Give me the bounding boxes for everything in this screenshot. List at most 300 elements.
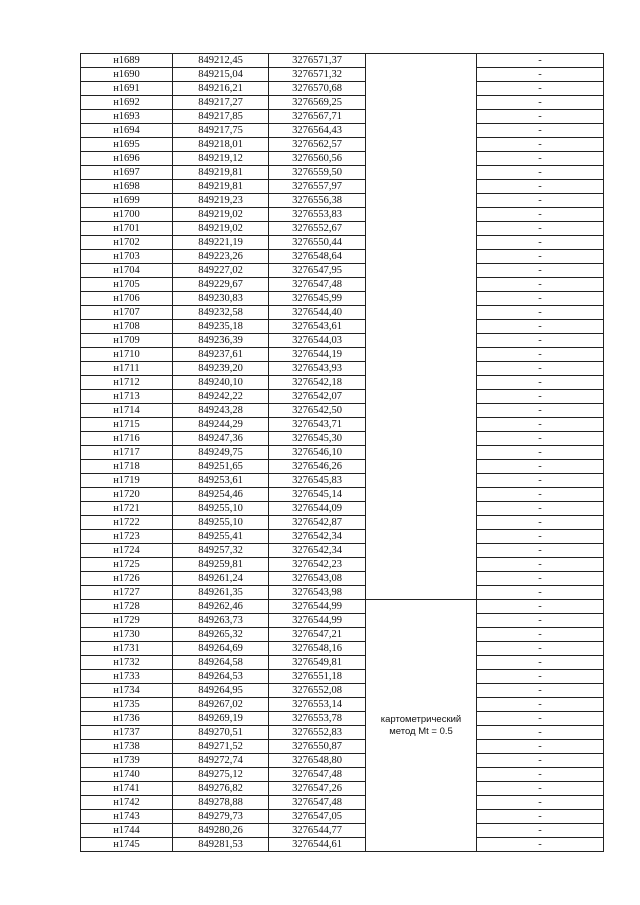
table-row (81, 712, 604, 726)
point-id-cell: н1706 (81, 292, 173, 306)
note-cell: - (477, 320, 604, 334)
method-cell (366, 348, 477, 362)
y-coordinate-cell: 3276557,97 (269, 180, 366, 194)
y-coordinate-cell: 3276559,50 (269, 166, 366, 180)
method-cell (366, 530, 477, 544)
x-coordinate-cell: 849221,19 (173, 236, 269, 250)
y-coordinate-cell: 3276571,37 (269, 54, 366, 68)
y-coordinate-cell: 3276542,34 (269, 544, 366, 558)
note-cell: - (477, 824, 604, 838)
x-coordinate-cell: 849261,24 (173, 572, 269, 586)
table-row (81, 502, 604, 516)
method-cell (366, 362, 477, 376)
note-cell: - (477, 712, 604, 726)
note-cell: - (477, 726, 604, 740)
y-coordinate-cell: 3276547,48 (269, 796, 366, 810)
y-coordinate-cell: 3276553,83 (269, 208, 366, 222)
x-coordinate-cell: 849235,18 (173, 320, 269, 334)
point-id-cell: н1694 (81, 124, 173, 138)
x-coordinate-cell: 849269,19 (173, 712, 269, 726)
y-coordinate-cell: 3276564,43 (269, 124, 366, 138)
y-coordinate-cell: 3276552,08 (269, 684, 366, 698)
note-cell: - (477, 474, 604, 488)
table-row (81, 656, 604, 670)
note-cell: - (477, 432, 604, 446)
method-cell (366, 264, 477, 278)
x-coordinate-cell: 849267,02 (173, 698, 269, 712)
point-id-cell: н1696 (81, 152, 173, 166)
y-coordinate-cell: 3276544,40 (269, 306, 366, 320)
method-cell (366, 96, 477, 110)
method-cell (366, 180, 477, 194)
x-coordinate-cell: 849216,21 (173, 82, 269, 96)
note-cell: - (477, 656, 604, 670)
table-row (81, 628, 604, 642)
y-coordinate-cell: 3276544,09 (269, 502, 366, 516)
table-row (81, 600, 604, 614)
table-row (81, 586, 604, 600)
table-row (81, 250, 604, 264)
point-id-cell: н1690 (81, 68, 173, 82)
method-cell (366, 390, 477, 404)
x-coordinate-cell: 849254,46 (173, 488, 269, 502)
point-id-cell: н1713 (81, 390, 173, 404)
note-cell: - (477, 488, 604, 502)
note-cell: - (477, 152, 604, 166)
note-cell: - (477, 68, 604, 82)
point-id-cell: н1705 (81, 278, 173, 292)
note-cell: - (477, 768, 604, 782)
method-cell (366, 110, 477, 124)
note-cell: - (477, 292, 604, 306)
note-cell: - (477, 810, 604, 824)
note-cell: - (477, 138, 604, 152)
x-coordinate-cell: 849212,45 (173, 54, 269, 68)
y-coordinate-cell: 3276542,34 (269, 530, 366, 544)
y-coordinate-cell: 3276543,08 (269, 572, 366, 586)
note-cell: - (477, 250, 604, 264)
table-row (81, 54, 604, 68)
method-cell (366, 250, 477, 264)
table-row (81, 236, 604, 250)
method-cell (366, 166, 477, 180)
y-coordinate-cell: 3276547,48 (269, 278, 366, 292)
point-id-cell: н1703 (81, 250, 173, 264)
point-id-cell: н1721 (81, 502, 173, 516)
point-id-cell: н1704 (81, 264, 173, 278)
table-row (81, 684, 604, 698)
point-id-cell: н1732 (81, 656, 173, 670)
method-cell (366, 152, 477, 166)
y-coordinate-cell: 3276545,99 (269, 292, 366, 306)
x-coordinate-cell: 849253,61 (173, 474, 269, 488)
table-row (81, 264, 604, 278)
y-coordinate-cell: 3276544,99 (269, 600, 366, 614)
method-label-line1: картометрический (380, 713, 462, 725)
note-cell: - (477, 194, 604, 208)
x-coordinate-cell: 849219,81 (173, 166, 269, 180)
method-cell (366, 306, 477, 320)
method-cell (366, 208, 477, 222)
y-coordinate-cell: 3276543,61 (269, 320, 366, 334)
table-row (81, 152, 604, 166)
y-coordinate-cell: 3276567,71 (269, 110, 366, 124)
y-coordinate-cell: 3276547,05 (269, 810, 366, 824)
y-coordinate-cell: 3276542,50 (269, 404, 366, 418)
x-coordinate-cell: 849230,83 (173, 292, 269, 306)
point-id-cell: н1700 (81, 208, 173, 222)
note-cell: - (477, 362, 604, 376)
point-id-cell: н1745 (81, 838, 173, 852)
y-coordinate-cell: 3276551,18 (269, 670, 366, 684)
y-coordinate-cell: 3276571,32 (269, 68, 366, 82)
method-cell (366, 334, 477, 348)
point-id-cell: н1720 (81, 488, 173, 502)
method-cell (366, 586, 477, 600)
note-cell: - (477, 208, 604, 222)
y-coordinate-cell: 3276547,95 (269, 264, 366, 278)
y-coordinate-cell: 3276544,61 (269, 838, 366, 852)
note-cell: - (477, 264, 604, 278)
y-coordinate-cell: 3276545,14 (269, 488, 366, 502)
note-cell: - (477, 516, 604, 530)
method-cell (366, 124, 477, 138)
table-row (81, 292, 604, 306)
point-id-cell: н1701 (81, 222, 173, 236)
point-id-cell: н1734 (81, 684, 173, 698)
note-cell: - (477, 684, 604, 698)
x-coordinate-cell: 849217,85 (173, 110, 269, 124)
x-coordinate-cell: 849264,53 (173, 670, 269, 684)
point-id-cell: н1735 (81, 698, 173, 712)
x-coordinate-cell: 849249,75 (173, 446, 269, 460)
note-cell: - (477, 54, 604, 68)
y-coordinate-cell: 3276544,99 (269, 614, 366, 628)
point-id-cell: н1715 (81, 418, 173, 432)
table-row (81, 754, 604, 768)
x-coordinate-cell: 849275,12 (173, 768, 269, 782)
x-coordinate-cell: 849271,52 (173, 740, 269, 754)
y-coordinate-cell: 3276542,87 (269, 516, 366, 530)
x-coordinate-cell: 849229,67 (173, 278, 269, 292)
point-id-cell: н1718 (81, 460, 173, 474)
table-row (81, 334, 604, 348)
method-cell (366, 292, 477, 306)
table-row (81, 642, 604, 656)
y-coordinate-cell: 3276553,14 (269, 698, 366, 712)
table-row (81, 222, 604, 236)
note-cell: - (477, 236, 604, 250)
y-coordinate-cell: 3276543,71 (269, 418, 366, 432)
point-id-cell: н1695 (81, 138, 173, 152)
method-cell (366, 432, 477, 446)
x-coordinate-cell: 849261,35 (173, 586, 269, 600)
y-coordinate-cell: 3276570,68 (269, 82, 366, 96)
y-coordinate-cell: 3276552,67 (269, 222, 366, 236)
table-row (81, 110, 604, 124)
table-row (81, 670, 604, 684)
point-id-cell: н1743 (81, 810, 173, 824)
note-cell: - (477, 180, 604, 194)
note-cell: - (477, 278, 604, 292)
method-cell (366, 194, 477, 208)
note-cell: - (477, 838, 604, 852)
method-cell (366, 418, 477, 432)
note-cell: - (477, 782, 604, 796)
note-cell: - (477, 418, 604, 432)
table-row (81, 180, 604, 194)
x-coordinate-cell: 849279,73 (173, 810, 269, 824)
method-cell (366, 222, 477, 236)
point-id-cell: н1738 (81, 740, 173, 754)
x-coordinate-cell: 849217,75 (173, 124, 269, 138)
y-coordinate-cell: 3276547,26 (269, 782, 366, 796)
table-row (81, 362, 604, 376)
table-row (81, 698, 604, 712)
point-id-cell: н1698 (81, 180, 173, 194)
method-cell (366, 474, 477, 488)
point-id-cell: н1736 (81, 712, 173, 726)
y-coordinate-cell: 3276553,78 (269, 712, 366, 726)
table-row (81, 68, 604, 82)
x-coordinate-cell: 849217,27 (173, 96, 269, 110)
x-coordinate-cell: 849219,02 (173, 208, 269, 222)
point-id-cell: н1742 (81, 796, 173, 810)
point-id-cell: н1699 (81, 194, 173, 208)
y-coordinate-cell: 3276548,80 (269, 754, 366, 768)
point-id-cell: н1691 (81, 82, 173, 96)
y-coordinate-cell: 3276550,87 (269, 740, 366, 754)
y-coordinate-cell: 3276543,93 (269, 362, 366, 376)
point-id-cell: н1702 (81, 236, 173, 250)
note-cell: - (477, 166, 604, 180)
x-coordinate-cell: 849264,95 (173, 684, 269, 698)
y-coordinate-cell: 3276542,07 (269, 390, 366, 404)
x-coordinate-cell: 849265,32 (173, 628, 269, 642)
x-coordinate-cell: 849251,65 (173, 460, 269, 474)
method-cell (366, 376, 477, 390)
point-id-cell: н1714 (81, 404, 173, 418)
x-coordinate-cell: 849219,12 (173, 152, 269, 166)
point-id-cell: н1728 (81, 600, 173, 614)
note-cell: - (477, 698, 604, 712)
note-cell: - (477, 376, 604, 390)
note-cell: - (477, 390, 604, 404)
y-coordinate-cell: 3276550,44 (269, 236, 366, 250)
point-id-cell: н1730 (81, 628, 173, 642)
x-coordinate-cell: 849242,22 (173, 390, 269, 404)
x-coordinate-cell: 849247,36 (173, 432, 269, 446)
note-cell: - (477, 334, 604, 348)
table-row (81, 306, 604, 320)
table-row (81, 768, 604, 782)
method-cell (366, 236, 477, 250)
x-coordinate-cell: 849264,69 (173, 642, 269, 656)
note-cell: - (477, 740, 604, 754)
table-row (81, 320, 604, 334)
x-coordinate-cell: 849272,74 (173, 754, 269, 768)
x-coordinate-cell: 849236,39 (173, 334, 269, 348)
table-row (81, 446, 604, 460)
table-row (81, 544, 604, 558)
x-coordinate-cell: 849257,32 (173, 544, 269, 558)
table-row (81, 614, 604, 628)
x-coordinate-cell: 849259,81 (173, 558, 269, 572)
x-coordinate-cell: 849262,46 (173, 600, 269, 614)
y-coordinate-cell: 3276548,16 (269, 642, 366, 656)
note-cell: - (477, 600, 604, 614)
method-label (366, 600, 477, 852)
note-cell: - (477, 670, 604, 684)
method-label-line2: метод Mt = 0.5 (389, 725, 453, 737)
x-coordinate-cell: 849255,10 (173, 502, 269, 516)
x-coordinate-cell: 849239,20 (173, 362, 269, 376)
y-coordinate-cell: 3276560,56 (269, 152, 366, 166)
note-cell: - (477, 222, 604, 236)
note-cell: - (477, 96, 604, 110)
method-cell (366, 54, 477, 68)
table-row (81, 824, 604, 838)
table-row (81, 558, 604, 572)
note-cell: - (477, 614, 604, 628)
method-cell (366, 68, 477, 82)
x-coordinate-cell: 849219,81 (173, 180, 269, 194)
method-cell (366, 82, 477, 96)
note-cell: - (477, 558, 604, 572)
note-cell: - (477, 306, 604, 320)
table-row (81, 796, 604, 810)
x-coordinate-cell: 849219,02 (173, 222, 269, 236)
x-coordinate-cell: 849243,28 (173, 404, 269, 418)
x-coordinate-cell: 849281,53 (173, 838, 269, 852)
table-row (81, 460, 604, 474)
method-cell (366, 488, 477, 502)
method-cell (366, 278, 477, 292)
point-id-cell: н1707 (81, 306, 173, 320)
table-row (81, 278, 604, 292)
method-cell (366, 572, 477, 586)
note-cell: - (477, 628, 604, 642)
point-id-cell: н1744 (81, 824, 173, 838)
x-coordinate-cell: 849237,61 (173, 348, 269, 362)
table-row (81, 740, 604, 754)
x-coordinate-cell: 849255,10 (173, 516, 269, 530)
point-id-cell: н1725 (81, 558, 173, 572)
point-id-cell: н1719 (81, 474, 173, 488)
point-id-cell: н1740 (81, 768, 173, 782)
x-coordinate-cell: 849232,58 (173, 306, 269, 320)
x-coordinate-cell: 849270,51 (173, 726, 269, 740)
method-cell (366, 502, 477, 516)
point-id-cell: н1709 (81, 334, 173, 348)
table-row (81, 530, 604, 544)
point-id-cell: н1692 (81, 96, 173, 110)
method-cell (366, 544, 477, 558)
x-coordinate-cell: 849278,88 (173, 796, 269, 810)
point-id-cell: н1697 (81, 166, 173, 180)
x-coordinate-cell: 849219,23 (173, 194, 269, 208)
coordinates-table (80, 53, 604, 852)
x-coordinate-cell: 849280,26 (173, 824, 269, 838)
x-coordinate-cell: 849227,02 (173, 264, 269, 278)
point-id-cell: н1716 (81, 432, 173, 446)
table-row (81, 516, 604, 530)
y-coordinate-cell: 3276552,83 (269, 726, 366, 740)
method-cell (366, 446, 477, 460)
table-row (81, 810, 604, 824)
point-id-cell: н1731 (81, 642, 173, 656)
y-coordinate-cell: 3276545,83 (269, 474, 366, 488)
note-cell: - (477, 460, 604, 474)
x-coordinate-cell: 849223,26 (173, 250, 269, 264)
method-cell (366, 558, 477, 572)
y-coordinate-cell: 3276544,19 (269, 348, 366, 362)
note-cell: - (477, 544, 604, 558)
point-id-cell: н1717 (81, 446, 173, 460)
point-id-cell: н1723 (81, 530, 173, 544)
point-id-cell: н1710 (81, 348, 173, 362)
y-coordinate-cell: 3276543,98 (269, 586, 366, 600)
y-coordinate-cell: 3276547,21 (269, 628, 366, 642)
note-cell: - (477, 642, 604, 656)
y-coordinate-cell: 3276569,25 (269, 96, 366, 110)
note-cell: - (477, 796, 604, 810)
note-cell: - (477, 502, 604, 516)
note-cell: - (477, 572, 604, 586)
y-coordinate-cell: 3276549,81 (269, 656, 366, 670)
table-row (81, 432, 604, 446)
method-cell (366, 138, 477, 152)
note-cell: - (477, 82, 604, 96)
point-id-cell: н1727 (81, 586, 173, 600)
table-row (81, 572, 604, 586)
y-coordinate-cell: 3276542,18 (269, 376, 366, 390)
table-row (81, 348, 604, 362)
point-id-cell: н1722 (81, 516, 173, 530)
note-cell: - (477, 530, 604, 544)
method-cell (366, 460, 477, 474)
coordinates-sheet (80, 53, 603, 852)
table-row (81, 138, 604, 152)
table-row (81, 82, 604, 96)
y-coordinate-cell: 3276546,10 (269, 446, 366, 460)
table-row (81, 726, 604, 740)
table-row (81, 124, 604, 138)
y-coordinate-cell: 3276546,26 (269, 460, 366, 474)
point-id-cell: н1708 (81, 320, 173, 334)
table-row (81, 390, 604, 404)
note-cell: - (477, 110, 604, 124)
point-id-cell: н1693 (81, 110, 173, 124)
y-coordinate-cell: 3276562,57 (269, 138, 366, 152)
table-row (81, 404, 604, 418)
x-coordinate-cell: 849264,58 (173, 656, 269, 670)
note-cell: - (477, 404, 604, 418)
table-row (81, 194, 604, 208)
point-id-cell: н1741 (81, 782, 173, 796)
table-row (81, 838, 604, 852)
x-coordinate-cell: 849244,29 (173, 418, 269, 432)
y-coordinate-cell: 3276548,64 (269, 250, 366, 264)
method-cell (366, 404, 477, 418)
table-row (81, 208, 604, 222)
y-coordinate-cell: 3276545,30 (269, 432, 366, 446)
table-row (81, 474, 604, 488)
x-coordinate-cell: 849240,10 (173, 376, 269, 390)
x-coordinate-cell: 849263,73 (173, 614, 269, 628)
note-cell: - (477, 586, 604, 600)
table-row (81, 166, 604, 180)
